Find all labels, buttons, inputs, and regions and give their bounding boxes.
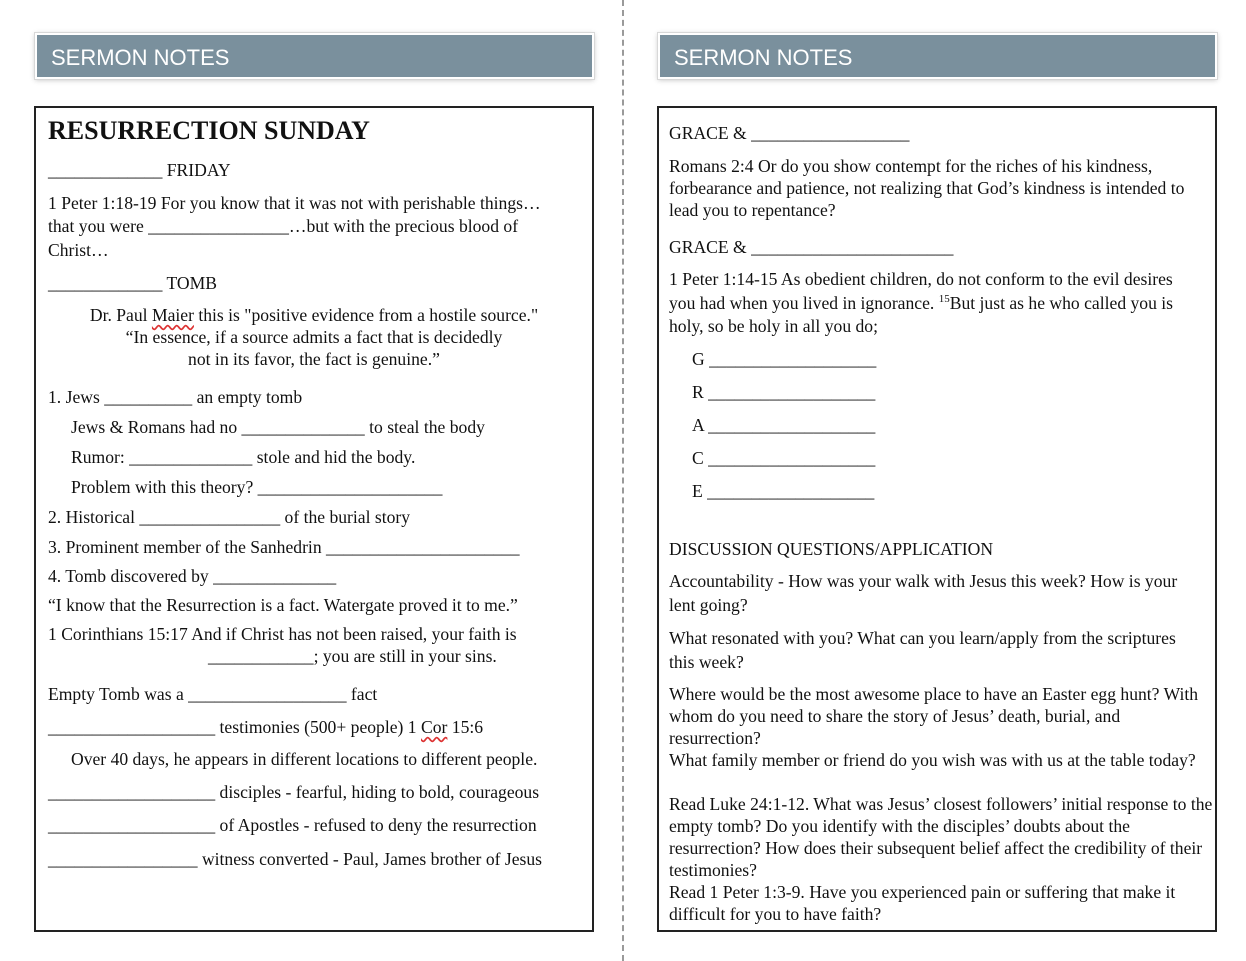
acrostic-e: E ___________________ (692, 481, 875, 501)
verse-number: 15 (938, 292, 950, 305)
corinthians-line-2: ____________; you are still in your sins. (208, 646, 497, 666)
maier-text-post: this is "positive evidence from a hostile source." (193, 305, 539, 325)
problem-line: Problem with this theory? _____________________ (71, 477, 443, 497)
jews-line: 1. Jews __________ an empty tomb (48, 387, 303, 407)
tomb-line: _____________ TOMB (48, 273, 217, 293)
jews-romans-line: Jews & Romans had no ______________ to steal the body (71, 417, 485, 437)
maier-name-spellcheck: Maier (151, 305, 194, 325)
acrostic-g: G ___________________ (692, 349, 877, 369)
right-notes-panel (657, 106, 1217, 932)
maier-text: Dr. Paul (89, 305, 152, 325)
left-banner: SERMON NOTES (35, 33, 594, 79)
maier-quote-line-2: “In essence, if a source admits a fact that is decidedly (125, 327, 503, 347)
prominent-line: 3. Prominent member of the Sanhedrin ______________________ (48, 537, 520, 557)
peter-verse-text: 1 Peter 1:14-15 As obedient children, do not conform to the evil desires you had when you lived in ignorance. (669, 269, 1173, 313)
corinthians-line-1: 1 Corinthians 15:17 And if Christ has not been raised, your faith is (48, 624, 517, 644)
disciples-line: ___________________ disciples - fearful, hiding to bold, courageous (48, 782, 540, 802)
over-40-days-line: Over 40 days, he appears in different locations to different people. (71, 749, 538, 769)
discussion-question-6: Read 1 Peter 1:3-9. Have you experienced pain or suffering that make it difficult for you to have faith? (669, 882, 1176, 924)
maier-quote-line-3: not in its favor, the fact is genuine.” (188, 349, 440, 369)
maier-quote-line-1 (36, 304, 592, 326)
testimonies-line (48, 716, 483, 738)
acrostic-r: R ___________________ (692, 382, 876, 402)
peter-1-14-verse (669, 268, 1184, 339)
empty-tomb-line: Empty Tomb was a __________________ fact (48, 684, 378, 704)
discussion-question-3: Where would be the most awesome place to have an Easter egg hunt? With whom do you need to share the story of Jesus’ death, burial, and resurrection? (669, 684, 1199, 748)
sermon-title: RESURRECTION SUNDAY (48, 116, 370, 145)
page-divider (622, 0, 624, 961)
watergate-quote: “I know that the Resurrection is a fact. Watergate proved it to me.” (48, 595, 518, 615)
grace-line-2: GRACE & _______________________ (669, 237, 954, 257)
peter-verse-line-1: 1 Peter 1:18-19 For you know that it was not with perishable things… (48, 193, 541, 213)
left-notes-panel (34, 106, 594, 932)
peter-verse-line-3: Christ… (48, 240, 109, 260)
testimonies-text: ___________________ testimonies (500+ people) 1 (48, 717, 421, 737)
cor-spellcheck: Cor (421, 717, 448, 737)
testimonies-ref: 15:6 (447, 717, 484, 737)
peter-verse-text-post: But just as he who called you is holy, so be holy in all you do; (669, 292, 1174, 336)
discussion-question-1: Accountability - How was your walk with Jesus this week? How is your lent going? (669, 571, 1178, 615)
discussion-question-4: What family member or friend do you wish was with us at the table today? (669, 750, 1196, 770)
historical-line: 2. Historical ________________ of the burial story (48, 507, 411, 527)
discovered-line: 4. Tomb discovered by ______________ (48, 566, 337, 586)
romans-verse: Romans 2:4 Or do you show contempt for the riches of his kindness, forbearance and patience, not realizing that God’s kindness is intended to lead you to repentance? (669, 156, 1185, 220)
rumor-line: Rumor: ______________ stole and hid the body. (71, 447, 416, 467)
right-banner: SERMON NOTES (658, 33, 1217, 79)
apostles-line: ___________________ of Apostles - refused to deny the resurrection (48, 815, 537, 835)
witness-line: _________________ witness converted - Paul, James brother of Jesus (48, 849, 543, 869)
acrostic-a: A ___________________ (692, 415, 876, 435)
discussion-question-5: Read Luke 24:1-12. What was Jesus’ closest followers’ initial response to the empty tomb? Do you identify with the disciples’ doubts about the resurrection? How does their subsequent belief affect the credibility of their testimonies? (669, 794, 1213, 880)
friday-line: _____________ FRIDAY (48, 160, 231, 180)
peter-verse-line-2: that you were ________________…but with the precious blood of (48, 216, 519, 236)
grace-line-1: GRACE & __________________ (669, 123, 910, 143)
acrostic-c: C ___________________ (692, 448, 876, 468)
discussion-question-2: What resonated with you? What can you learn/apply from the scriptures this week? (669, 628, 1176, 672)
discussion-heading: DISCUSSION QUESTIONS/APPLICATION (669, 539, 994, 559)
